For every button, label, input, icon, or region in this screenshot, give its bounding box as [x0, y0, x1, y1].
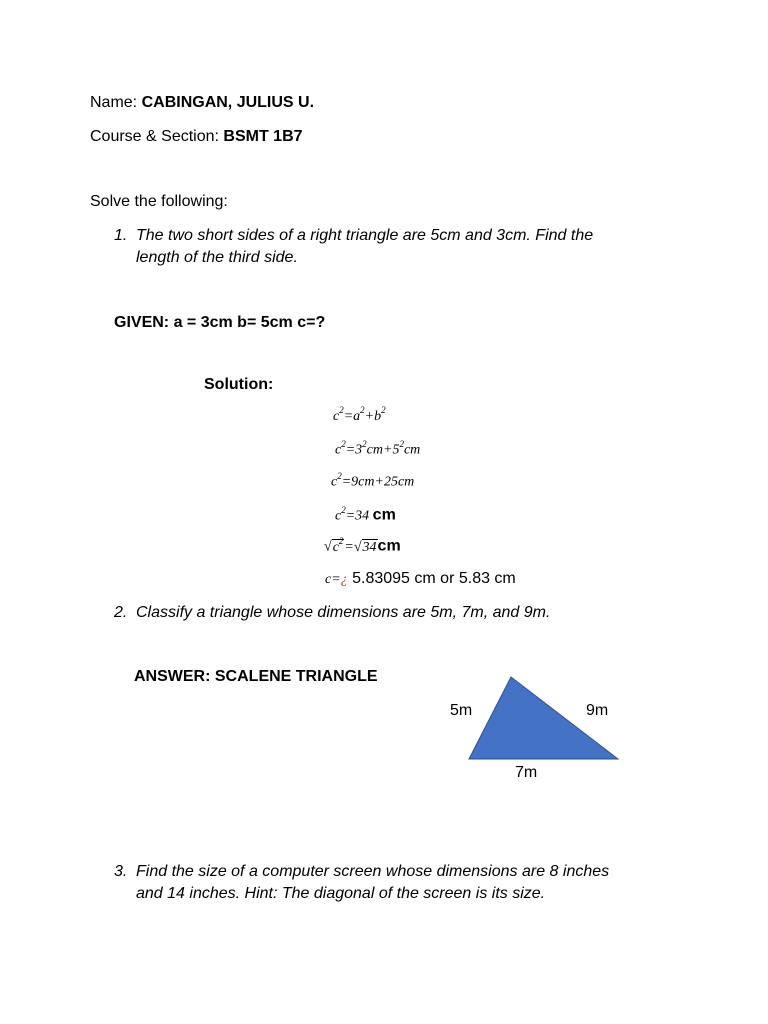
step-5: $√c^2=√34cm$ [324, 536, 401, 555]
side-label-right: 9m [586, 702, 609, 719]
step-5-unit: cm [377, 537, 401, 555]
step-4-unit: cm [372, 506, 396, 524]
question-3-line-1: Find the size of a computer screen whose dimensions are 8 inches [136, 863, 610, 880]
question-1-text [136, 225, 593, 269]
solution-label: Solution: [204, 376, 274, 393]
given-line: GIVEN: a = 3cm b= 5cm c=? [114, 314, 326, 331]
step-2: $c^2=3^2cm+5^2cm$ [335, 439, 421, 458]
course-line [90, 128, 303, 146]
instructions: Solve the following: [90, 193, 228, 210]
side-label-bottom: 7m [515, 764, 538, 781]
question-2-text: Classify a triangle whose dimensions are 5m, 7m, and 9m. [136, 604, 551, 621]
garbled-glyph: ¿ [340, 572, 348, 587]
side-label-left: 5m [450, 702, 473, 719]
answer-2: ANSWER: SCALENE TRIANGLE [134, 668, 378, 685]
question-3 [114, 861, 609, 905]
question-1-line-2: length of the third side. [136, 249, 298, 266]
name-label: Name: [90, 94, 138, 111]
question-3-text [136, 861, 609, 905]
step-3: $c^2=9cm+25cm$ [331, 471, 415, 490]
step-6: c=¿ 5.83095 cm or 5.83 cm [325, 570, 516, 587]
step-1: $c^2=a^2+b^2$ [333, 405, 386, 424]
question-3-number: 3. [114, 863, 128, 880]
final-answer: 5.83095 cm or 5.83 cm [347, 570, 516, 587]
step-4: $c^2=34$ cm [335, 505, 396, 524]
question-2 [114, 602, 550, 624]
question-3-line-2: and 14 inches. Hint: The diagonal of the screen is its size. [136, 885, 546, 902]
question-2-number: 2. [114, 604, 128, 621]
question-1 [114, 225, 593, 269]
question-1-line-1: The two short sides of a right triangle are 5cm and 3cm. Find the [136, 227, 594, 244]
course-label: Course & Section: [90, 128, 219, 145]
sqrt-left: $√c^2$ [324, 536, 344, 555]
sqrt-right: √34 [353, 539, 377, 555]
question-1-number: 1. [114, 227, 128, 244]
student-name: CABINGAN, JULIUS U. [141, 94, 315, 111]
course-section: BSMT 1B7 [223, 128, 303, 145]
scalene-triangle [460, 670, 630, 770]
name-line [90, 94, 314, 112]
